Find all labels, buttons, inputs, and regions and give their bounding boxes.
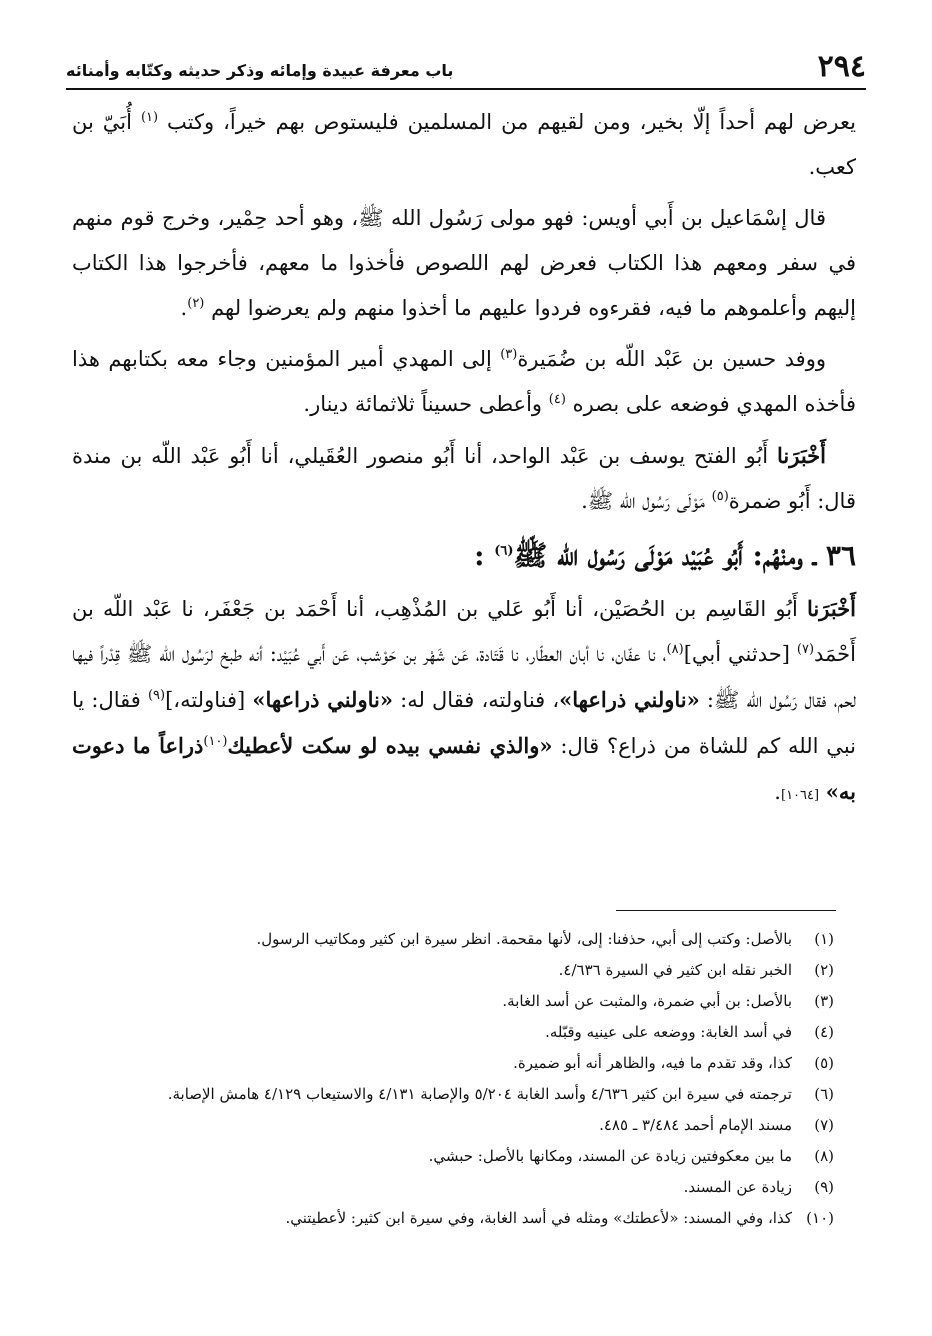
page-number: ٢٩٤ xyxy=(817,49,866,84)
footnote-number: (٥) xyxy=(814,1054,834,1072)
paragraph-4 xyxy=(72,433,856,524)
footnote-item xyxy=(70,1017,834,1048)
footnote-marker: (٦) xyxy=(494,543,514,559)
footnote-marker: (٤) xyxy=(548,392,566,407)
footnote-marker: (٧) xyxy=(796,642,815,657)
footnote-marker: (٣) xyxy=(500,347,518,362)
hadith-reference-number: [١٠٦٤] xyxy=(780,788,820,803)
footnote-marker: (١٠) xyxy=(203,734,228,749)
paragraph-text: إلى المهدي أمير المؤمنين وجاء معه بكتابهم هذا فأخذه المهدي فوضعه على بصره xyxy=(72,347,856,416)
paragraph-1 xyxy=(72,100,856,190)
footnote-text: في أسد الغابة: ووضعه على عينيه وقبّله. xyxy=(545,1023,792,1041)
footnote-number: (٣) xyxy=(814,992,834,1010)
footnotes xyxy=(70,924,834,1234)
period: . xyxy=(774,780,781,804)
paragraph-text: أُبَيّ بن كعب. xyxy=(72,110,856,179)
footnote-text: بالأصل: بن أبي ضمرة، والمثبت عن أسد الغابة. xyxy=(502,992,792,1010)
footnote-text: زيادة عن المسند. xyxy=(683,1178,792,1196)
hadith-quote: «والذي نفسي بيده لو سكت لأعطيك xyxy=(227,733,553,758)
main-text xyxy=(72,100,856,824)
heading-text: ٣٦ ـ ومنْهُم: أَبُو عُبَيْد مَوْلَى رَسُول الله ﷺ xyxy=(513,539,856,572)
paragraph-text: [فناولته،] xyxy=(165,688,246,712)
footnote-item xyxy=(70,1048,834,1079)
hadith-quote: «ناولني ذراعها» xyxy=(252,687,393,712)
footnote-item xyxy=(70,986,834,1017)
footnote-text: كذا، وقد تقدم ما فيه، والظاهر أنه أبو ضميرة. xyxy=(513,1054,792,1072)
paragraph-text: ، نا عفّان، نا أبان العطّار، نا قَتَادة، عَن شَهْر بن حَوْشب، عَن أَبي عُبَيْد: أنه طبخ لرَسُول الله ﷺ قِدْراً فيها لحم، فقال رَسُول الله ﷺ: xyxy=(72,642,856,712)
heading-colon: : xyxy=(474,539,485,572)
footnote-text: ما بين معكوفتين زيادة عن المسند، ومكانها بالأصل: حبشي. xyxy=(428,1147,792,1165)
footnote-number: (٨) xyxy=(814,1147,834,1165)
footnote-text: مسند الإمام أحمد ٣/٤٨٤ ـ ٤٨٥. xyxy=(599,1116,792,1134)
footnote-item xyxy=(70,1079,834,1110)
footnote-text: الخبر نقله ابن كثير في السيرة ٤/٦٣٦. xyxy=(558,961,792,979)
paragraph-text: ، فناولته، فقال له: xyxy=(400,688,560,712)
paragraph-5 xyxy=(72,586,856,818)
paragraph-text: قال إسْمَاعيل بن أَبي أويس: فهو مولى رَسُول الله ﷺ، وهو أحد حِمْير، وخرج قوم منهم في سفر ومعهم هذا الكتاب فعرض لهم اللصوص فأخذوا ما معهم، فأخرجوا هذا الكتاب إليهم وأعلموهم ما فيه، فقرءوه فردوا عليهم ما أخذوا منهم ولم يعرضوا لهم xyxy=(72,206,856,320)
footnote-marker: (٩) xyxy=(147,688,166,703)
paragraph-2 xyxy=(72,196,856,331)
page-header xyxy=(66,48,866,90)
footnote-marker: (٥) xyxy=(711,489,729,504)
section-heading xyxy=(72,530,856,582)
footnote-text: كذا، وفي المسند: «لأعطتك» ومثله في أسد الغابة، وفي سيرة ابن كثير: لأعطيتني. xyxy=(285,1209,792,1227)
footnote-marker: (٢) xyxy=(187,296,205,311)
hadith-quote: ذراعاً ما دعوت به» xyxy=(72,733,856,804)
paragraph-text: يعرض لهم أحداً إلّا بخير، ومن لقيهم من المسلمين فليستوص بهم خيراً، وكتب xyxy=(167,110,856,134)
footnote-item xyxy=(70,1110,834,1141)
footnote-marker: (٨) xyxy=(666,642,684,657)
footnote-text: بالأصل: وكتب إلى أبي، حذفنا: إلى، لأنها مقحمة. انظر سيرة ابن كثير ومكاتيب الرسول. xyxy=(256,930,792,948)
isnad-lead: أَخْبَرَنا xyxy=(777,443,826,468)
footnote-number: (١) xyxy=(814,930,834,948)
footnote-item xyxy=(70,1172,834,1203)
footnote-text: ترجمته في سيرة ابن كثير ٤/٦٣٦ وأسد الغابة ٥/٢٠٤ والإصابة ٤/١٣١ والاستيعاب ٤/١٢٩ هامش الإصابة. xyxy=(167,1085,792,1103)
running-title: باب معرفة عبيدة وإمائه وذكر حديثه وكتّابه وأمنائه xyxy=(66,61,454,80)
footnote-item xyxy=(70,924,834,955)
paragraph-text: [حدثني أبي] xyxy=(683,642,790,666)
paragraph-text: فقال: يا نبي الله كم للشاة من ذراع؟ قال: xyxy=(72,688,856,758)
footnote-number: (١٠) xyxy=(806,1209,834,1227)
paragraph-text: وأعطى حسيناً ثلاثمائة دينار. xyxy=(303,392,543,416)
footnote-number: (٧) xyxy=(814,1116,834,1134)
isnad-lead: أَخْبَرَنا xyxy=(807,596,856,621)
paragraph-text: أَبُو القَاسِم بن الحُصَيْن، أنا أَبُو عَلي بن المُذْهِب، أنا أَحْمَد بن جَعْفَر، نا عَبْد اللّه بن أَحْمَد xyxy=(72,597,856,666)
paragraph-text: أَبُو الفتح يوسف بن عَبْد الواحد، أنا أَبُو منصور العُقَيلي، أنا أَبُو عَبْد اللّه بن مندة قال: أَبُو ضمرة xyxy=(72,444,856,513)
footnote-item xyxy=(70,955,834,986)
footnote-item xyxy=(70,1203,834,1234)
paragraph-text: مَوْلَى رَسُول الله ﷺ. xyxy=(581,489,705,513)
period: . xyxy=(180,296,188,320)
hadith-quote: «ناولني ذراعها» xyxy=(559,687,700,712)
footnote-separator xyxy=(616,910,836,911)
footnote-number: (٦) xyxy=(814,1085,834,1103)
paragraph-text: ووفد حسين بن عَبْد اللّه بن ضُمَيرة xyxy=(517,347,826,371)
footnote-item xyxy=(70,1141,834,1172)
paragraph-3 xyxy=(72,337,856,427)
footnote-number: (٤) xyxy=(814,1023,834,1041)
footnote-number: (٩) xyxy=(814,1178,834,1196)
footnote-marker: (١) xyxy=(140,110,159,125)
footnote-number: (٢) xyxy=(814,961,834,979)
